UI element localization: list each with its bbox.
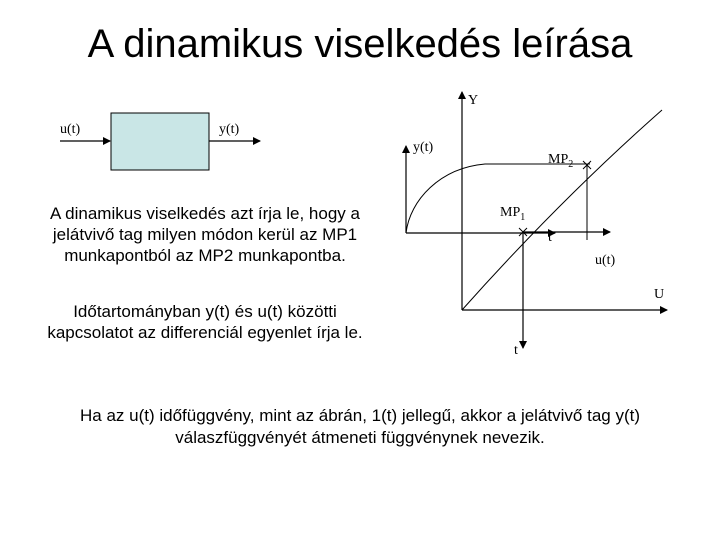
t-label-lower: t xyxy=(514,343,518,358)
mp1-label xyxy=(500,205,525,223)
t-label-upper: t xyxy=(548,230,552,245)
mp1-subscript: 1 xyxy=(520,212,526,223)
ut-label: u(t) xyxy=(595,253,616,268)
block-diagram xyxy=(60,113,260,170)
static-characteristic-curve xyxy=(462,110,665,310)
mp2-subscript: 2 xyxy=(568,159,574,170)
mp2-label xyxy=(548,152,573,170)
mp1-text: MP xyxy=(500,205,521,220)
u-axis-label: U xyxy=(654,287,665,302)
input-label: u(t) xyxy=(60,122,81,137)
output-label: y(t) xyxy=(219,122,240,137)
transfer-block xyxy=(111,113,209,170)
mp2-text: MP xyxy=(548,152,569,167)
page-title: A dinamikus viselkedés leírása xyxy=(87,22,633,66)
step-response-paragraph: Ha az u(t) időfüggvény, mint az ábrán, 1(t) jellegű, akkor a jelátvivő tag y(t) válaszfüggvényét átmeneti függvénynek nevezik. xyxy=(80,406,640,447)
yt-step-response-curve xyxy=(406,164,590,233)
characteristic-graph xyxy=(406,92,667,358)
description-paragraph: A dinamikus viselkedés azt írja le, hogy a jelátvivő tag milyen módon kerül az MP1 munkapontból az MP2 munkapontba. xyxy=(50,204,360,265)
y-axis-label: Y xyxy=(468,93,479,108)
differential-equation-paragraph: Időtartományban y(t) és u(t) közötti kapcsolatot az differenciál egyenlet írja le. xyxy=(47,302,363,342)
yt-label: y(t) xyxy=(413,140,434,155)
